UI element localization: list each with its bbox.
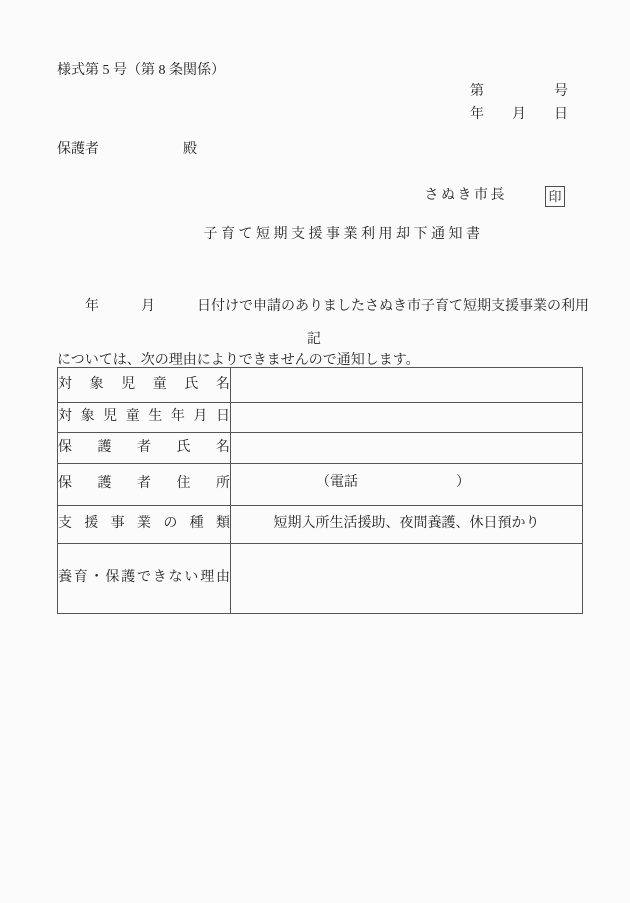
- row-label: 支援事業の種類: [58, 506, 231, 544]
- row-value: [231, 464, 583, 506]
- row-value: [231, 403, 583, 433]
- row-value: [231, 544, 583, 614]
- table-row-rejection-reason: [58, 544, 583, 614]
- row-value: [231, 368, 583, 403]
- table-row-child-name: [58, 368, 583, 403]
- table-row-support-type: [58, 506, 583, 544]
- seal-stamp-box: 印: [545, 186, 565, 207]
- body-line-2: については、次の理由によりできませんので通知します。: [57, 353, 420, 369]
- addressee-line: 保護者 殿: [57, 142, 197, 157]
- form-number: 様式第 5 号（第 8 条関係）: [57, 63, 225, 78]
- document-title: 子育て短期支援事業利用却下通知書: [203, 227, 484, 242]
- table-row-guardian-address: [58, 464, 583, 506]
- issue-date-line: 年 月 日: [470, 107, 568, 122]
- row-label: 保護者氏名: [58, 433, 231, 464]
- row-label: 対象児童生年月日: [58, 403, 231, 433]
- row-value: 短期入所生活援助、夜間養護、休日預かり: [231, 506, 583, 544]
- notice-table: [57, 367, 583, 614]
- row-label: 保護者住所: [58, 464, 231, 506]
- row-label: 対象児童氏名: [58, 368, 231, 403]
- issuer-row: [425, 186, 566, 207]
- record-marker: 記: [307, 332, 323, 347]
- issue-number-line: 第 号: [470, 84, 568, 99]
- row-label: 養育・保護できない理由: [58, 544, 231, 614]
- phone-placeholder: （電話 ）: [316, 475, 470, 491]
- table-row-guardian-name: [58, 433, 583, 464]
- issuer-name: さぬき市長: [424, 188, 507, 204]
- table-row-child-birthdate: [58, 403, 583, 433]
- row-value: [231, 433, 583, 464]
- body-line-1: 年 月 日付けで申請のありましたさぬき市子育て短期支援事業の利用: [57, 299, 589, 315]
